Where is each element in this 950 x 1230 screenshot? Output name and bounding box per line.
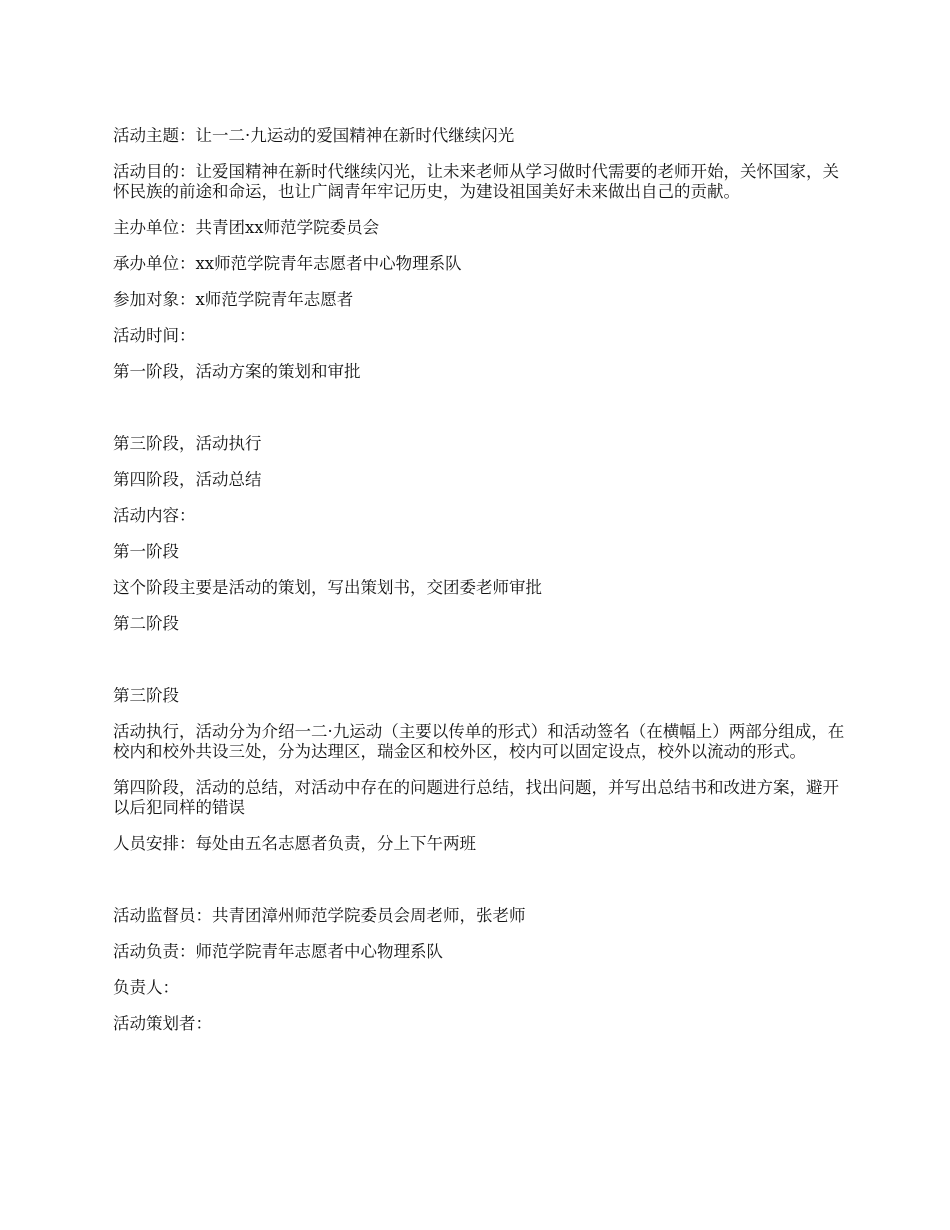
paragraph-time-heading: 活动时间： (113, 326, 196, 345)
paragraph-supervisor: 活动监督员：共青团漳州师范学院委员会周老师，张老师 (113, 906, 526, 925)
paragraph-participants: 参加对象：x师范学院青年志愿者 (113, 290, 354, 309)
paragraph-planner: 活动策划者： (113, 1014, 212, 1033)
paragraph-host: 承办单位：xx师范学院青年志愿者中心物理系队 (113, 254, 462, 273)
paragraph-staffing: 人员安排：每处由五名志愿者负责，分上下午两班 (113, 834, 476, 853)
paragraph-content-stage-two: 第二阶段 (113, 614, 179, 633)
paragraph-organizer: 主办单位：共青团xx师范学院委员会 (113, 218, 380, 237)
paragraph-responsible-unit: 活动负责：师范学院青年志愿者中心物理系队 (113, 942, 443, 961)
document-page (113, 126, 845, 1050)
paragraph-content-stage-three-detail: 活动执行，活动分为介绍一二·九运动（主要以传单的形式）和活动签名（在横幅上）两部分组成，在校内和校外共设三处，分为达理区，瑞金区和校外区，校内可以固定设点，校外以流动的形式。 (113, 722, 845, 761)
paragraph-stage-four: 第四阶段，活动总结 (113, 470, 262, 489)
blank-line (113, 870, 845, 906)
paragraph-theme: 活动主题：让一二·九运动的爱国精神在新时代继续闪光 (113, 126, 515, 145)
paragraph-content-stage-one-detail: 这个阶段主要是活动的策划，写出策划书，交团委老师审批 (113, 578, 542, 597)
paragraph-content-heading: 活动内容： (113, 506, 196, 525)
blank-line (113, 650, 845, 686)
paragraph-stage-one: 第一阶段，活动方案的策划和审批 (113, 362, 361, 381)
paragraph-content-stage-three: 第三阶段 (113, 686, 179, 705)
paragraph-content-stage-four-detail: 第四阶段，活动的总结，对活动中存在的问题进行总结，找出问题，并写出总结书和改进方案，避开以后犯同样的错误 (113, 778, 839, 817)
paragraph-stage-three: 第三阶段，活动执行 (113, 434, 262, 453)
blank-line (113, 398, 845, 434)
paragraph-person-in-charge: 负责人： (113, 978, 179, 997)
paragraph-content-stage-one: 第一阶段 (113, 542, 179, 561)
paragraph-purpose: 活动目的：让爱国精神在新时代继续闪光，让未来老师从学习做时代需要的老师开始，关怀国家，关怀民族的前途和命运，也让广阔青年牢记历史，为建设祖国美好未来做出自己的贡献。 (113, 162, 839, 201)
